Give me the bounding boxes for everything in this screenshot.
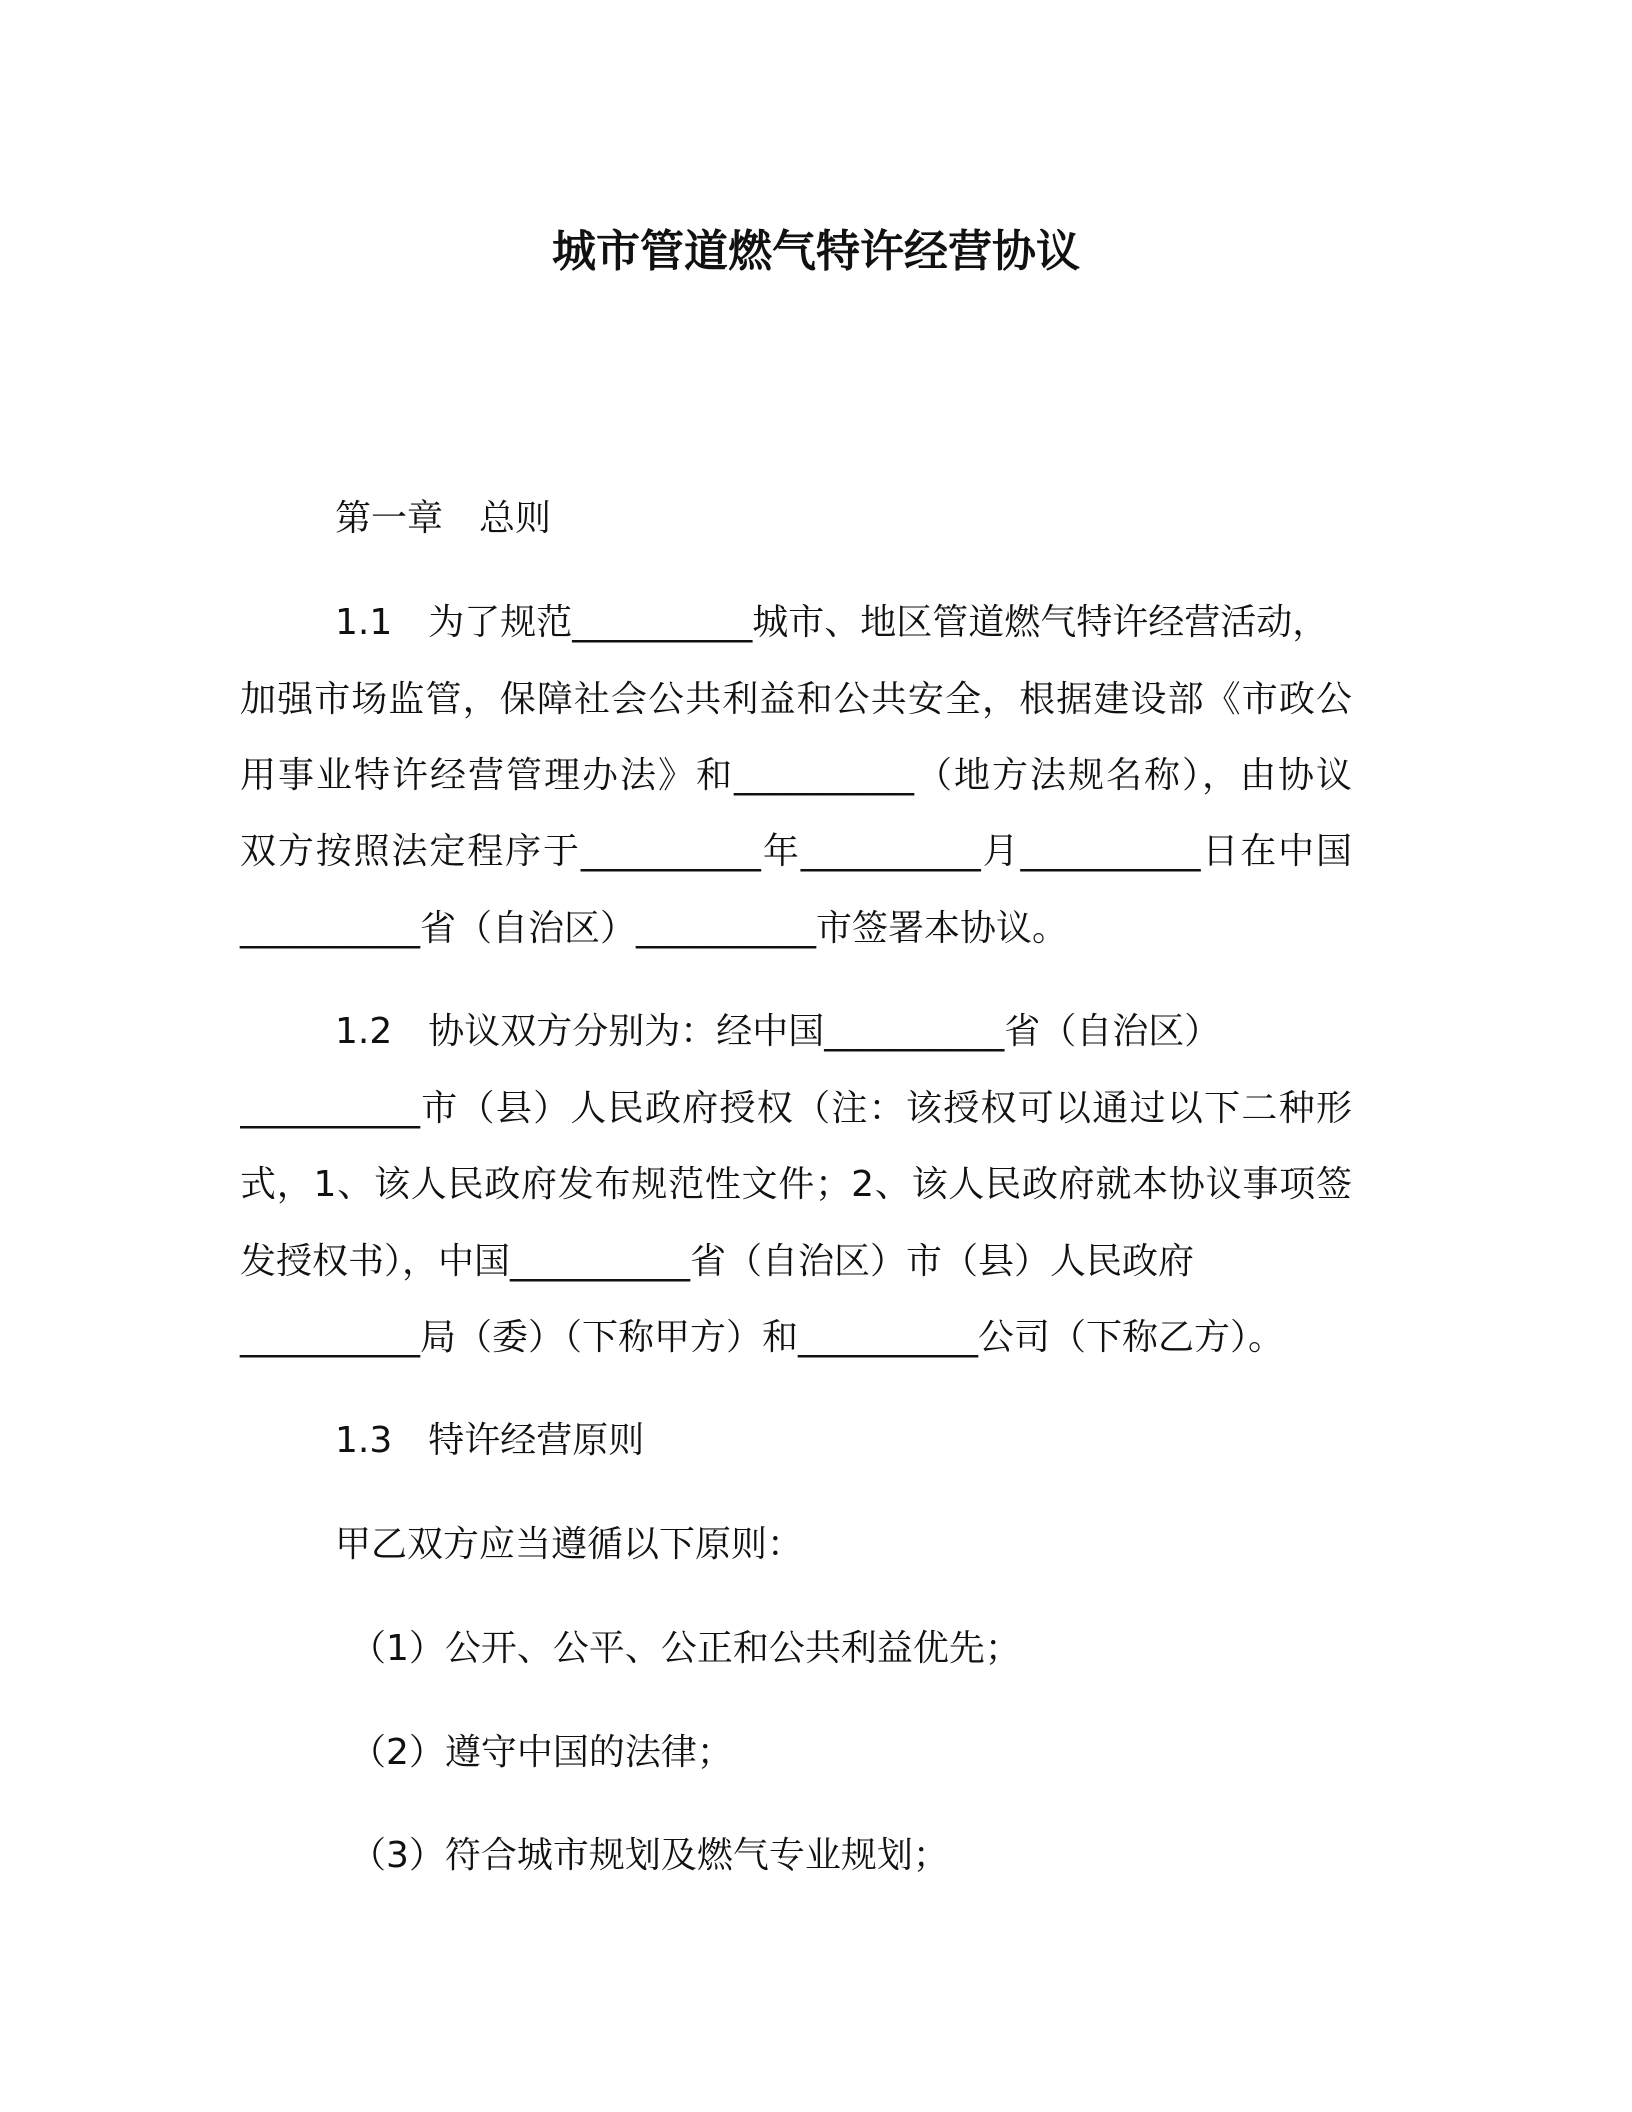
section-1-3-intro: 甲乙双方应当遵循以下原则：: [335, 1524, 804, 1565]
section-1-1-line-1: 1.1 为了规范__________城市、地区管道燃气特许经营活动，: [335, 602, 1329, 643]
section-1-2-line-2: __________市（县）人民政府授权（注：该授权可以通过以下二种形: [240, 1088, 1352, 1129]
principle-item-3: （3）符合城市规划及燃气专业规划；: [350, 1835, 949, 1876]
document-title: 城市管道燃气特许经营协议: [552, 226, 1080, 277]
principle-item-1: （1）公开、公平、公正和公共利益优先；: [350, 1628, 1021, 1669]
section-1-1-line-3: 用事业特许经营管理办法》和__________（地方法规名称），由协议: [240, 755, 1352, 796]
section-1-2-line-1: 1.2 协议双方分别为：经中国__________省（自治区）: [335, 1011, 1221, 1052]
section-1-3-heading: 1.3 特许经营原则: [335, 1420, 645, 1461]
principle-item-2: （2）遵守中国的法律；: [350, 1732, 733, 1773]
section-1-1-line-2: 加强市场监管，保障社会公共利益和公共安全，根据建设部《市政公: [240, 679, 1352, 720]
section-1-2-line-4: 发授权书），中国__________省（自治区）市（县）人民政府: [240, 1241, 1195, 1282]
section-1-1-line-5: __________省（自治区）__________市签署本协议。: [240, 908, 1069, 949]
chapter-heading: 第一章 总则: [335, 498, 552, 539]
section-1-2-line-3: 式，1、该人民政府发布规范性文件；2、该人民政府就本协议事项签: [240, 1164, 1352, 1205]
section-1-1-line-4: 双方按照法定程序于__________年__________月__________日在中国: [240, 831, 1352, 872]
section-1-2-line-5: __________局（委）（下称甲方）和__________公司（下称乙方）。: [240, 1317, 1285, 1358]
